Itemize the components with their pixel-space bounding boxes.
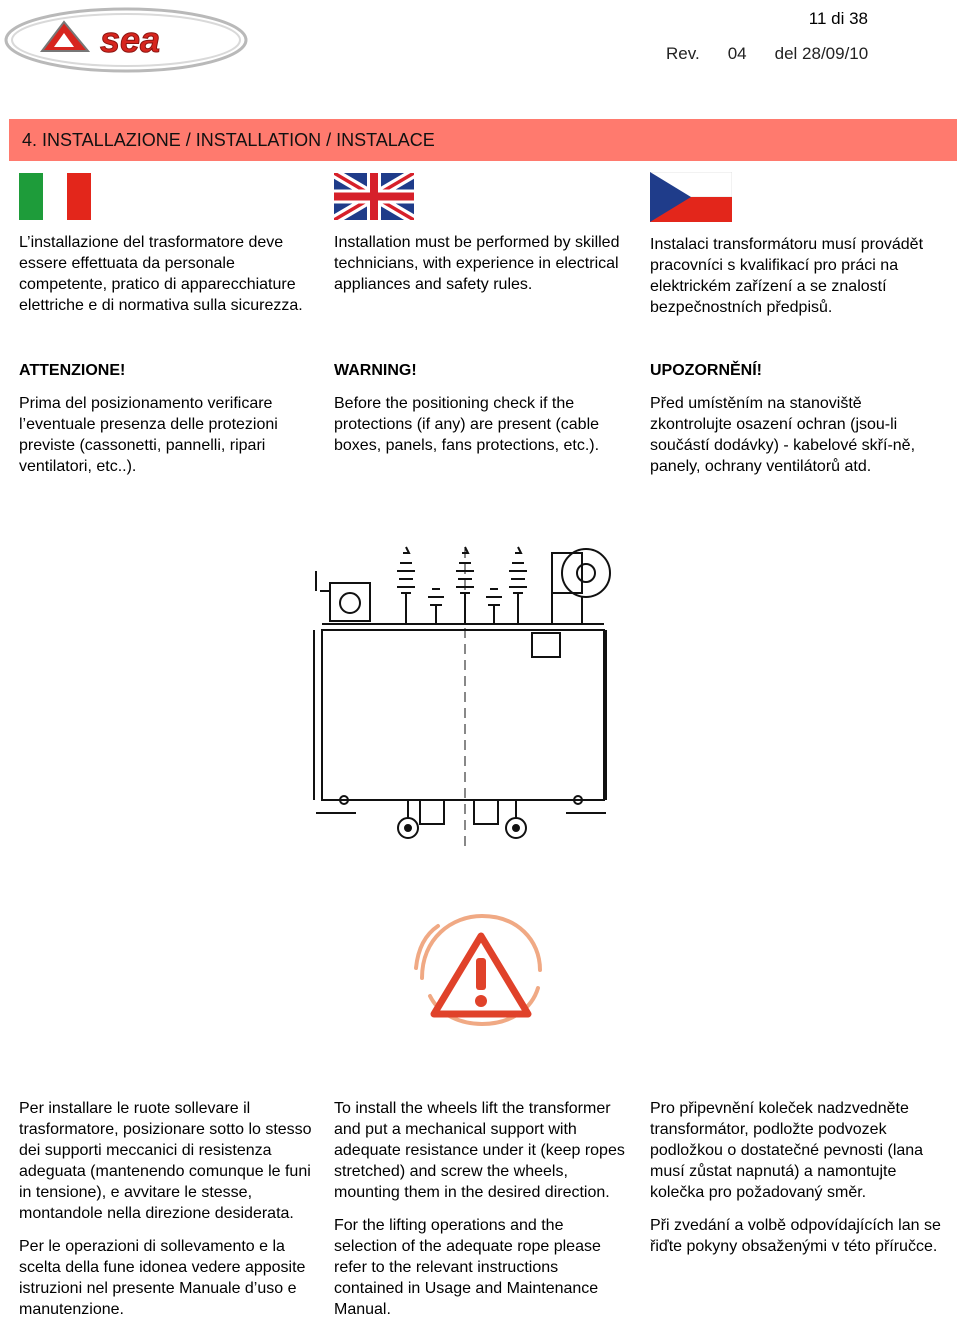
- wheels-en-p2: For the lifting operations and the selection of the adequate rope please refer to the relevant instructions contained in Usage and Maintenance Manual.: [334, 1217, 601, 1318]
- intro-cz: [650, 234, 946, 318]
- rev-number: 04: [727, 44, 747, 63]
- section-title: 4. INSTALLAZIONE / INSTALLATION / INSTALACE: [22, 129, 435, 150]
- intro-en: [334, 232, 630, 295]
- wheels-cz-p1: Pro připevnění koleček nadzvedněte transformátor, podložte podvozek podložkou o dostatečné pevnosti (lana musí zůstat napnutá) a namontujte kolečka pro požadovaný směr.: [650, 1100, 924, 1201]
- transformer-drawing: [256, 543, 708, 854]
- intro-it-text: L’installazione del trasformatore deve essere effettuata da personale competente, pratico di apparecchiature elettriche e di normativa sulla sicurezza.: [19, 234, 303, 314]
- intro-cz-text: Instalaci transformátoru musí provádět pracovníci s kvalifikací pro práci na elektrickém zařízení a se znalostí bezpečnostních předpisů.: [650, 236, 924, 316]
- svg-text:sea: sea: [100, 19, 161, 60]
- warning-it-text: Prima del posizionamento verificare l’eventuale presenza delle protezioni previste (cassonetti, pannelli, ripari ventilatori, etc..).: [19, 395, 278, 475]
- section-header: [9, 119, 957, 161]
- warning-cz-text: Před umístěním na stanoviště zkontrolujte osazení ochran (jsou-li součástí dodávky) - kabelové skří-ně, panely, ochrany ventilátorů atd.: [650, 395, 916, 475]
- uk-flag-icon: [334, 173, 414, 220]
- wheels-cz-p2: Při zvedání a volbě odpovídajících lan se řiďte pokyny obsaženými v této příručce.: [650, 1217, 941, 1255]
- intro-it: [19, 232, 315, 316]
- italy-flag-icon: [19, 173, 91, 220]
- warning-it: [19, 360, 315, 477]
- rev-label: Rev.: [666, 44, 700, 63]
- warning-en-title: WARNING!: [334, 362, 417, 379]
- page-number: 11 di 38: [808, 9, 868, 28]
- warning-it-title: ATTENZIONE!: [19, 362, 126, 379]
- warning-cz: [650, 360, 946, 477]
- czech-flag-icon: [650, 172, 732, 222]
- warning-cz-title: UPOZORNĚNÍ!: [650, 362, 762, 379]
- warning-triangle-icon: [412, 908, 550, 1028]
- warning-en-text: Before the positioning check if the protections (if any) are present (cable boxes, panels, fans protections, etc.).: [334, 395, 600, 454]
- wheels-it: [19, 1098, 315, 1320]
- wheels-en-p1: To install the wheels lift the transformer and put a mechanical support with adequate resistance under it (keep ropes stretched) and screw the wheels, mounting them in the desired direction.: [334, 1100, 625, 1201]
- wheels-it-p1: Per installare le ruote sollevare il trasformatore, posizionare sotto lo stesso dei supporti meccanici di resistenza adeguata (mantenendo comunque le funi in tensione), e avvitare le stesse, montandole nella direzione desiderata.: [19, 1100, 312, 1222]
- wheels-it-p2: Per le operazioni di sollevamento e la scelta della fune idonea vedere apposite istruzioni nel presente Manuale d’uso e manutenzione.: [19, 1238, 306, 1318]
- revision-info: [666, 44, 868, 64]
- intro-en-text: Installation must be performed by skilled technicians, with experience in electrical appliances and safety rules.: [334, 234, 620, 293]
- warning-en: [334, 360, 630, 456]
- company-logo: [4, 2, 254, 74]
- rev-date: del 28/09/10: [774, 44, 869, 63]
- wheels-cz: [650, 1098, 946, 1257]
- wheels-en: [334, 1098, 630, 1320]
